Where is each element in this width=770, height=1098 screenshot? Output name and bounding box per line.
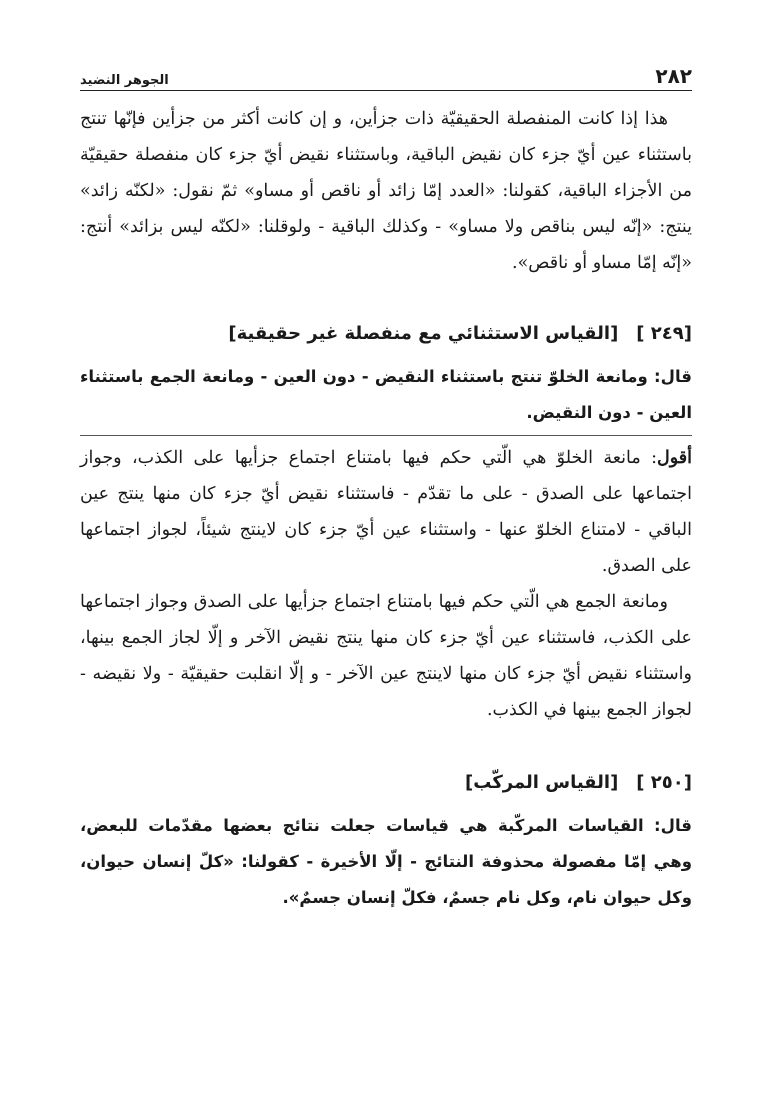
section-title: [القياس الاستثنائي مع منفصلة غير حقيقية] <box>228 323 619 344</box>
section-title: [القياس المركّب] <box>465 772 619 793</box>
matn-paragraph <box>80 359 692 436</box>
page-number: ٢٨٢ <box>655 64 692 88</box>
paragraph-top: هذا إذا كانت المنفصلة الحقيقيّة ذات جزأين، و إن كانت أكثر من جزأين فإنّها تنتج باستثناء عين أيّ جزء كان نقيض الباقية، وباستثناء نقيض أيّ جزء كان منفصلة حقيقيّة من الأجزاء الباقية، كقولنا: «العدد إمّا زائد أو ناقص أو مساو» ثمّ نقول: «لكنّه زائد» ينتج: «إنّه ليس بناقص ولا مساو» - وكذلك الباقية - ولوقلنا: «لكنّه ليس بزائد» أنتج: «إنّه إمّا مساو أو ناقص». <box>80 109 692 273</box>
page-header <box>80 56 692 91</box>
section-number: [٢٥٠ ] <box>636 772 692 793</box>
matn-lead: قال <box>660 367 692 386</box>
sharh-lead: أقول <box>657 448 692 468</box>
matn-lead: قال <box>660 816 692 835</box>
section-number: [٢٤٩ ] <box>636 323 692 344</box>
running-title: الجوهر النضيد <box>80 73 169 88</box>
sharh-text: : مانعة الخلوّ هي الّتي حكم فيها بامتناع اجتماع جزأيها على الكذب، وجواز اجتماعها على الصدق - على ما تقدّم - فاستثناء نقيض أيّ جزء كان منها ينتج عين الباقي - لامتناع الخلوّ عنها - واستثناء عين أيّ جزء كان لاينتج شيئاً، لجواز اجتماعها على الصدق. <box>80 448 692 576</box>
section-heading-249 <box>80 317 692 351</box>
matn-paragraph <box>80 808 692 920</box>
matn-text: : القياسات المركّبة هي قياسات جعلت نتائج بعضها مقدّمات للبعض، وهي إمّا مفصولة محذوفة النتائج - إلّا الأخيرة - كقولنا: «كلّ إنسان حيوان، وكل حيوان نام، وكل نام جسمٌ، فكلّ إنسان جسمٌ». <box>80 816 692 907</box>
sharh-paragraph-2: ومانعة الجمع هي الّتي حكم فيها بامتناع اجتماع جزأيها على الصدق وجواز اجتماعها على الكذب، فاستثناء عين أيّ جزء كان منها ينتج نقيض الآخر و إلّا لجاز الجمع بينها، واستثناء نقيض أيّ جزء كان منها لاينتج عين الآخر - و إلّا انقلبت حقيقيّة - ولا نقيضه - لجواز الجمع بينها في الكذب. <box>80 592 692 720</box>
matn-text: : ومانعة الخلوّ تنتج باستثناء النقيض - دون العين - ومانعة الجمع باستثناء العين - دون النقيض. <box>80 367 692 422</box>
body-text <box>80 101 692 281</box>
section-heading-250 <box>80 766 692 800</box>
book-page <box>80 56 692 924</box>
sharh-paragraph <box>80 440 692 584</box>
commentary <box>80 440 692 728</box>
